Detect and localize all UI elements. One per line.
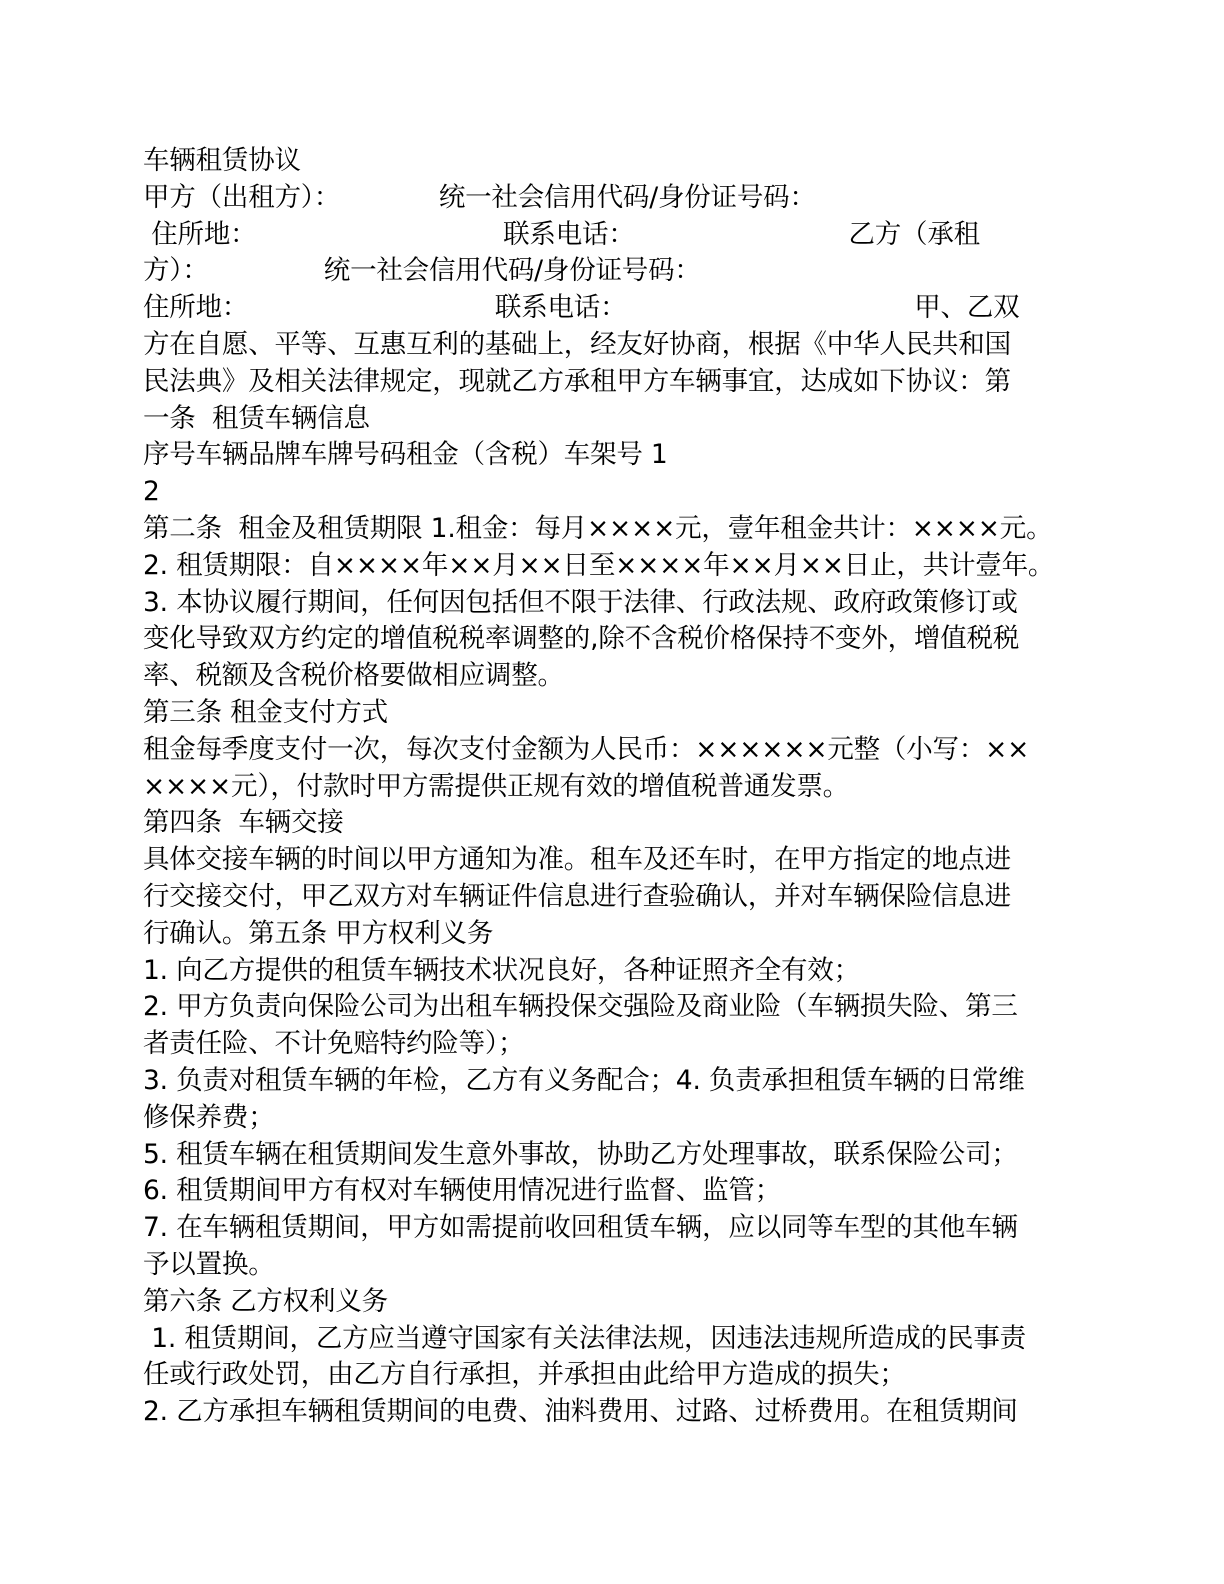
- article-2-line: 3. 本协议履行期间，任何因包括但不限于法律、行政法规、政府政策修订或: [143, 586, 1018, 618]
- document-title: 车辆租赁协议: [143, 145, 301, 176]
- preamble-line: 方在自愿、平等、互惠互利的基础上，经友好协商，根据《中华人民共和国: [143, 328, 1011, 360]
- article-6-line: 2. 乙方承担车辆租赁期间的电费、油料费用、过路、过桥费用。在租赁期间: [143, 1396, 1018, 1428]
- vehicle-table-header: 序号车辆品牌车牌号码租金（含税）车架号 1: [143, 439, 668, 471]
- article-2-line: 2. 租赁期限：自××××年××月××日至××××年××月××日止，共计壹年。: [143, 549, 1055, 581]
- article-5-line: 5. 租赁车辆在租赁期间发生意外事故，协助乙方处理事故，联系保险公司；: [143, 1138, 1018, 1170]
- article-2-line: 率、税额及含税价格要做相应调整。: [143, 660, 564, 692]
- article-1-heading: 一条 租赁车辆信息: [143, 402, 370, 434]
- article-5-line: 6. 租赁期间甲方有权对车辆使用情况进行监督、监管；: [143, 1175, 782, 1207]
- article-4-line: 行交接交付，甲乙双方对车辆证件信息进行查验确认，并对车辆保险信息进: [143, 880, 1011, 912]
- article-5-line: 修保养费；: [143, 1101, 275, 1133]
- article-3-line: 租金每季度支付一次，每次支付金额为人民币：××××××元整（小写：××: [143, 733, 1030, 765]
- article-4-line: 行确认。第五条 甲方权利义务: [143, 917, 494, 949]
- party-a-line: 甲方（出租方）： 统一社会信用代码/身份证号码：: [143, 181, 816, 213]
- party-b-address-line: 住所地： 联系电话： 甲、乙双: [143, 292, 1020, 324]
- article-5-line: 1. 向乙方提供的租赁车辆技术状况良好，各种证照齐全有效；: [143, 954, 860, 986]
- article-5-line: 者责任险、不计免赔特约险等）；: [143, 1028, 525, 1060]
- article-3-line: ××××元），付款时甲方需提供正规有效的增值税普通发票。: [143, 770, 849, 802]
- article-2-line: 第二条 租金及租赁期限 1.租金：每月××××元，壹年租金共计：××××元。: [143, 512, 1053, 544]
- article-5-line: 3. 负责对租赁车辆的年检，乙方有义务配合；4. 负责承担租赁车辆的日常维: [143, 1064, 1025, 1096]
- vehicle-table-row: 2: [143, 476, 160, 508]
- article-4-heading: 第四条 车辆交接: [143, 807, 344, 839]
- article-6-line: 1. 租赁期间，乙方应当遵守国家有关法律法规，因违法违规所造成的民事责: [143, 1322, 1026, 1354]
- article-2-line: 变化导致双方约定的增值税税率调整的,除不含税价格保持不变外，增值税税: [143, 623, 1020, 655]
- article-5-line: 7. 在车辆租赁期间，甲方如需提前收回租赁车辆，应以同等车型的其他车辆: [143, 1212, 1018, 1244]
- document-page: [143, 143, 1073, 1431]
- party-b-line: 方）： 统一社会信用代码/身份证号码：: [143, 255, 701, 287]
- preamble-line: 民法典》及相关法律规定，现就乙方承租甲方车辆事宜，达成如下协议：第: [143, 365, 1011, 397]
- article-5-line: 2. 甲方负责向保险公司为出租车辆投保交强险及商业险（车辆损失险、第三: [143, 991, 1018, 1023]
- article-5-line: 予以置换。: [143, 1248, 275, 1280]
- article-6-heading: 第六条 乙方权利义务: [143, 1285, 388, 1317]
- article-3-heading: 第三条 租金支付方式: [143, 696, 388, 728]
- party-a-address-line: 住所地： 联系电话： 乙方（承租: [143, 218, 980, 250]
- article-4-line: 具体交接车辆的时间以甲方通知为准。租车及还车时，在甲方指定的地点进: [143, 844, 1011, 876]
- article-6-line: 任或行政处罚，由乙方自行承担，并承担由此给甲方造成的损失；: [143, 1359, 906, 1391]
